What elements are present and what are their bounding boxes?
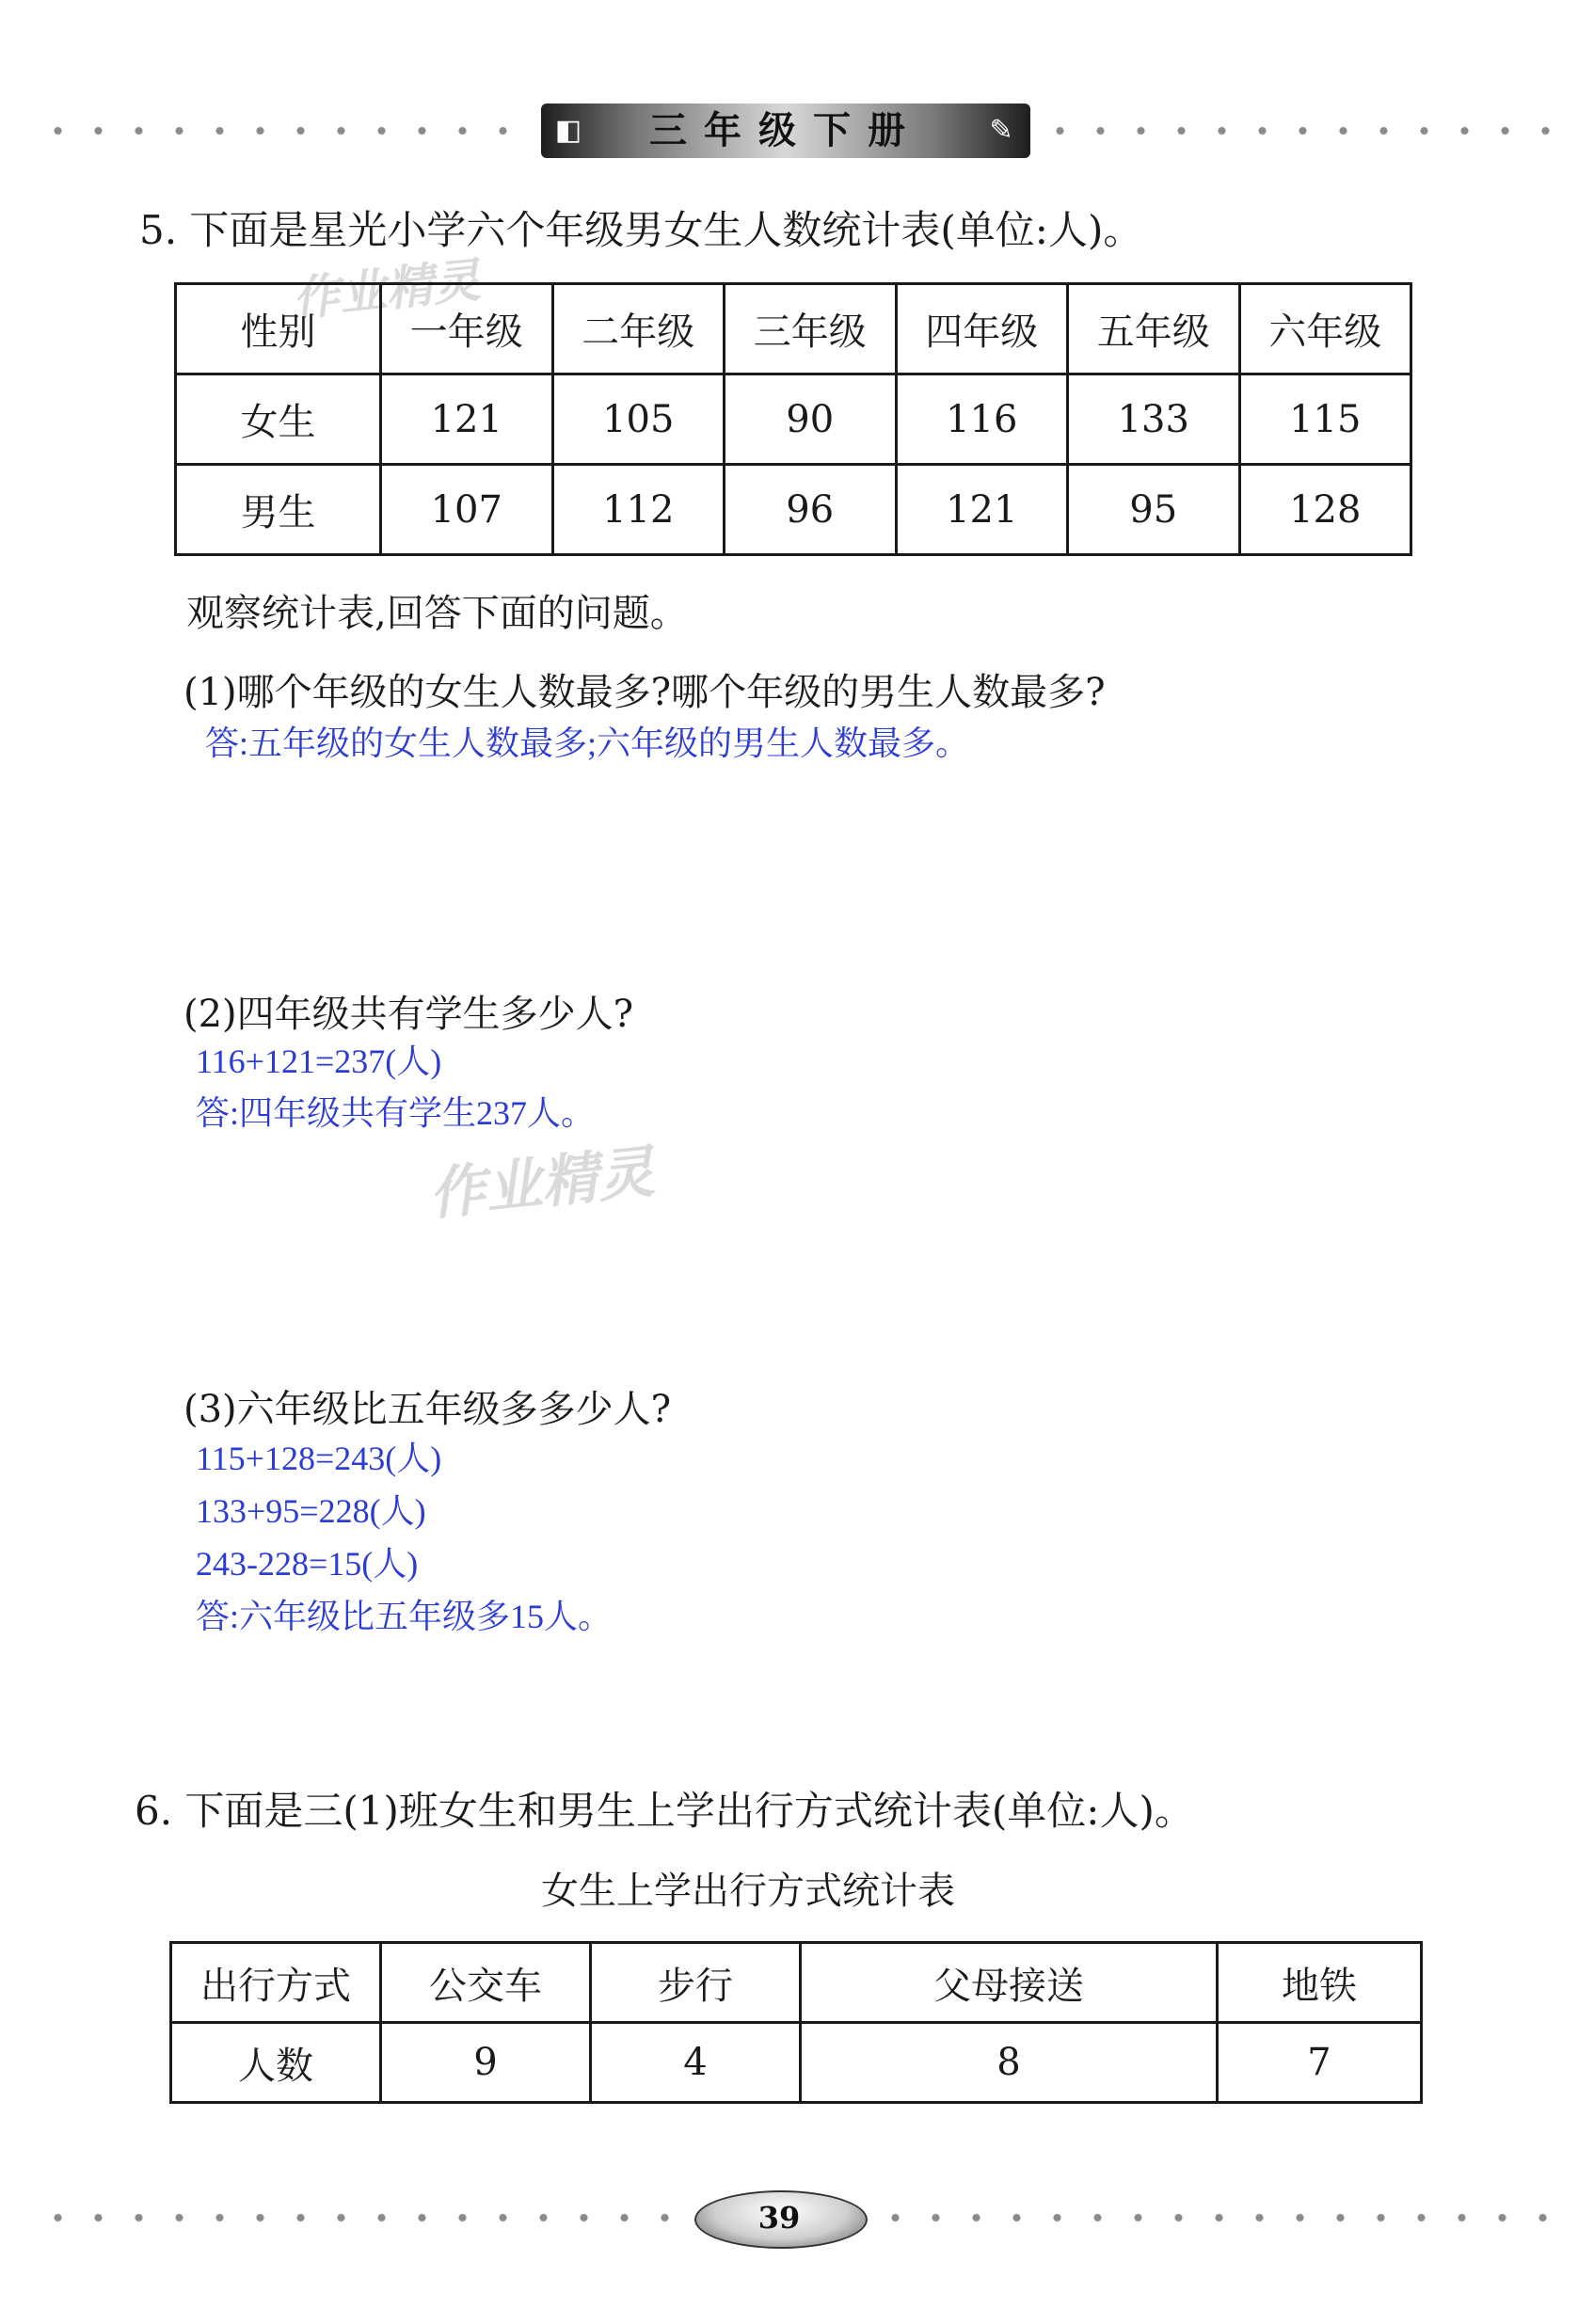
footer-dots-right bbox=[875, 2213, 1553, 2222]
q5-sub3-work-3: 243-228=15(人) bbox=[196, 1545, 419, 1583]
table-cell: 96 bbox=[725, 465, 897, 555]
table-row bbox=[176, 374, 1411, 465]
q5-sub2-work-1: 116+121=237(人) bbox=[196, 1043, 442, 1080]
table-cell: 二年级 bbox=[552, 284, 725, 374]
table-cell: 人数 bbox=[171, 2023, 381, 2103]
table-cell: 性别 bbox=[176, 284, 381, 374]
q5-sub3-question: (3)六年级比五年级多多少人? bbox=[183, 1388, 672, 1431]
table-cell: 7 bbox=[1218, 2023, 1422, 2103]
table-cell: 父母接送 bbox=[801, 1943, 1218, 2023]
table-header-row bbox=[176, 284, 1411, 374]
table-row bbox=[176, 465, 1411, 555]
q5-sub2-question: (2)四年级共有学生多少人? bbox=[183, 993, 634, 1036]
table-cell: 121 bbox=[381, 374, 553, 465]
header-title: 三年级下册 bbox=[649, 109, 922, 152]
table-cell: 105 bbox=[552, 374, 725, 465]
q5-sub3-answer: 答:六年级比五年级多15人。 bbox=[196, 1598, 613, 1635]
footer-dots-left bbox=[38, 2213, 687, 2222]
table-cell: 95 bbox=[1068, 465, 1240, 555]
table-cell: 121 bbox=[896, 465, 1068, 555]
q5-sub3-work-1: 115+128=243(人) bbox=[196, 1440, 442, 1477]
pencil-icon: ✎ bbox=[989, 114, 1013, 147]
book-icon: ◧ bbox=[554, 114, 582, 147]
table-cell: 三年级 bbox=[725, 284, 897, 374]
table-cell: 男生 bbox=[176, 465, 381, 555]
table-cell: 出行方式 bbox=[171, 1943, 381, 2023]
q6-table-caption: 女生上学出行方式统计表 bbox=[541, 1870, 955, 1913]
header-dots-right bbox=[1040, 126, 1567, 135]
table-cell: 133 bbox=[1068, 374, 1240, 465]
table-cell: 107 bbox=[381, 465, 553, 555]
header-dots-left bbox=[38, 126, 527, 135]
q5-table bbox=[174, 282, 1412, 556]
q5-sub1-answer: 答:五年级的女生人数最多;六年级的男生人数最多。 bbox=[205, 724, 970, 762]
table-cell: 四年级 bbox=[896, 284, 1068, 374]
q5-sub3-work-2: 133+95=228(人) bbox=[196, 1492, 426, 1530]
table-cell: 公交车 bbox=[381, 1943, 591, 2023]
watermark-top: 作业精灵 bbox=[289, 252, 483, 327]
watermark-middle: 作业精灵 bbox=[425, 1138, 658, 1229]
table-cell: 90 bbox=[725, 374, 897, 465]
page-number: 39 bbox=[757, 2200, 801, 2236]
q5-sub2-answer: 答:四年级共有学生237人。 bbox=[196, 1094, 596, 1132]
table-cell: 112 bbox=[552, 465, 725, 555]
table-cell: 一年级 bbox=[381, 284, 553, 374]
q5-sub1-question: (1)哪个年级的女生人数最多?哪个年级的男生人数最多? bbox=[183, 671, 1106, 714]
table-header-row bbox=[171, 1943, 1422, 2023]
table-cell: 9 bbox=[381, 2023, 591, 2103]
table-cell: 4 bbox=[591, 2023, 801, 2103]
table-cell: 地铁 bbox=[1218, 1943, 1422, 2023]
q6-title: 6. 下面是三(1)班女生和男生上学出行方式统计表(单位:人)。 bbox=[135, 1788, 1194, 1834]
table-cell: 步行 bbox=[591, 1943, 801, 2023]
table-cell: 115 bbox=[1239, 374, 1411, 465]
q6-table bbox=[169, 1941, 1423, 2104]
table-cell: 六年级 bbox=[1239, 284, 1411, 374]
q5-title: 5. 下面是星光小学六个年级男女生人数统计表(单位:人)。 bbox=[139, 207, 1143, 253]
table-cell: 五年级 bbox=[1068, 284, 1240, 374]
table-cell: 116 bbox=[896, 374, 1068, 465]
table-cell: 8 bbox=[801, 2023, 1218, 2103]
table-cell: 女生 bbox=[176, 374, 381, 465]
q5-instruction: 观察统计表,回答下面的问题。 bbox=[186, 592, 688, 635]
table-cell: 128 bbox=[1239, 465, 1411, 555]
table-row bbox=[171, 2023, 1422, 2103]
